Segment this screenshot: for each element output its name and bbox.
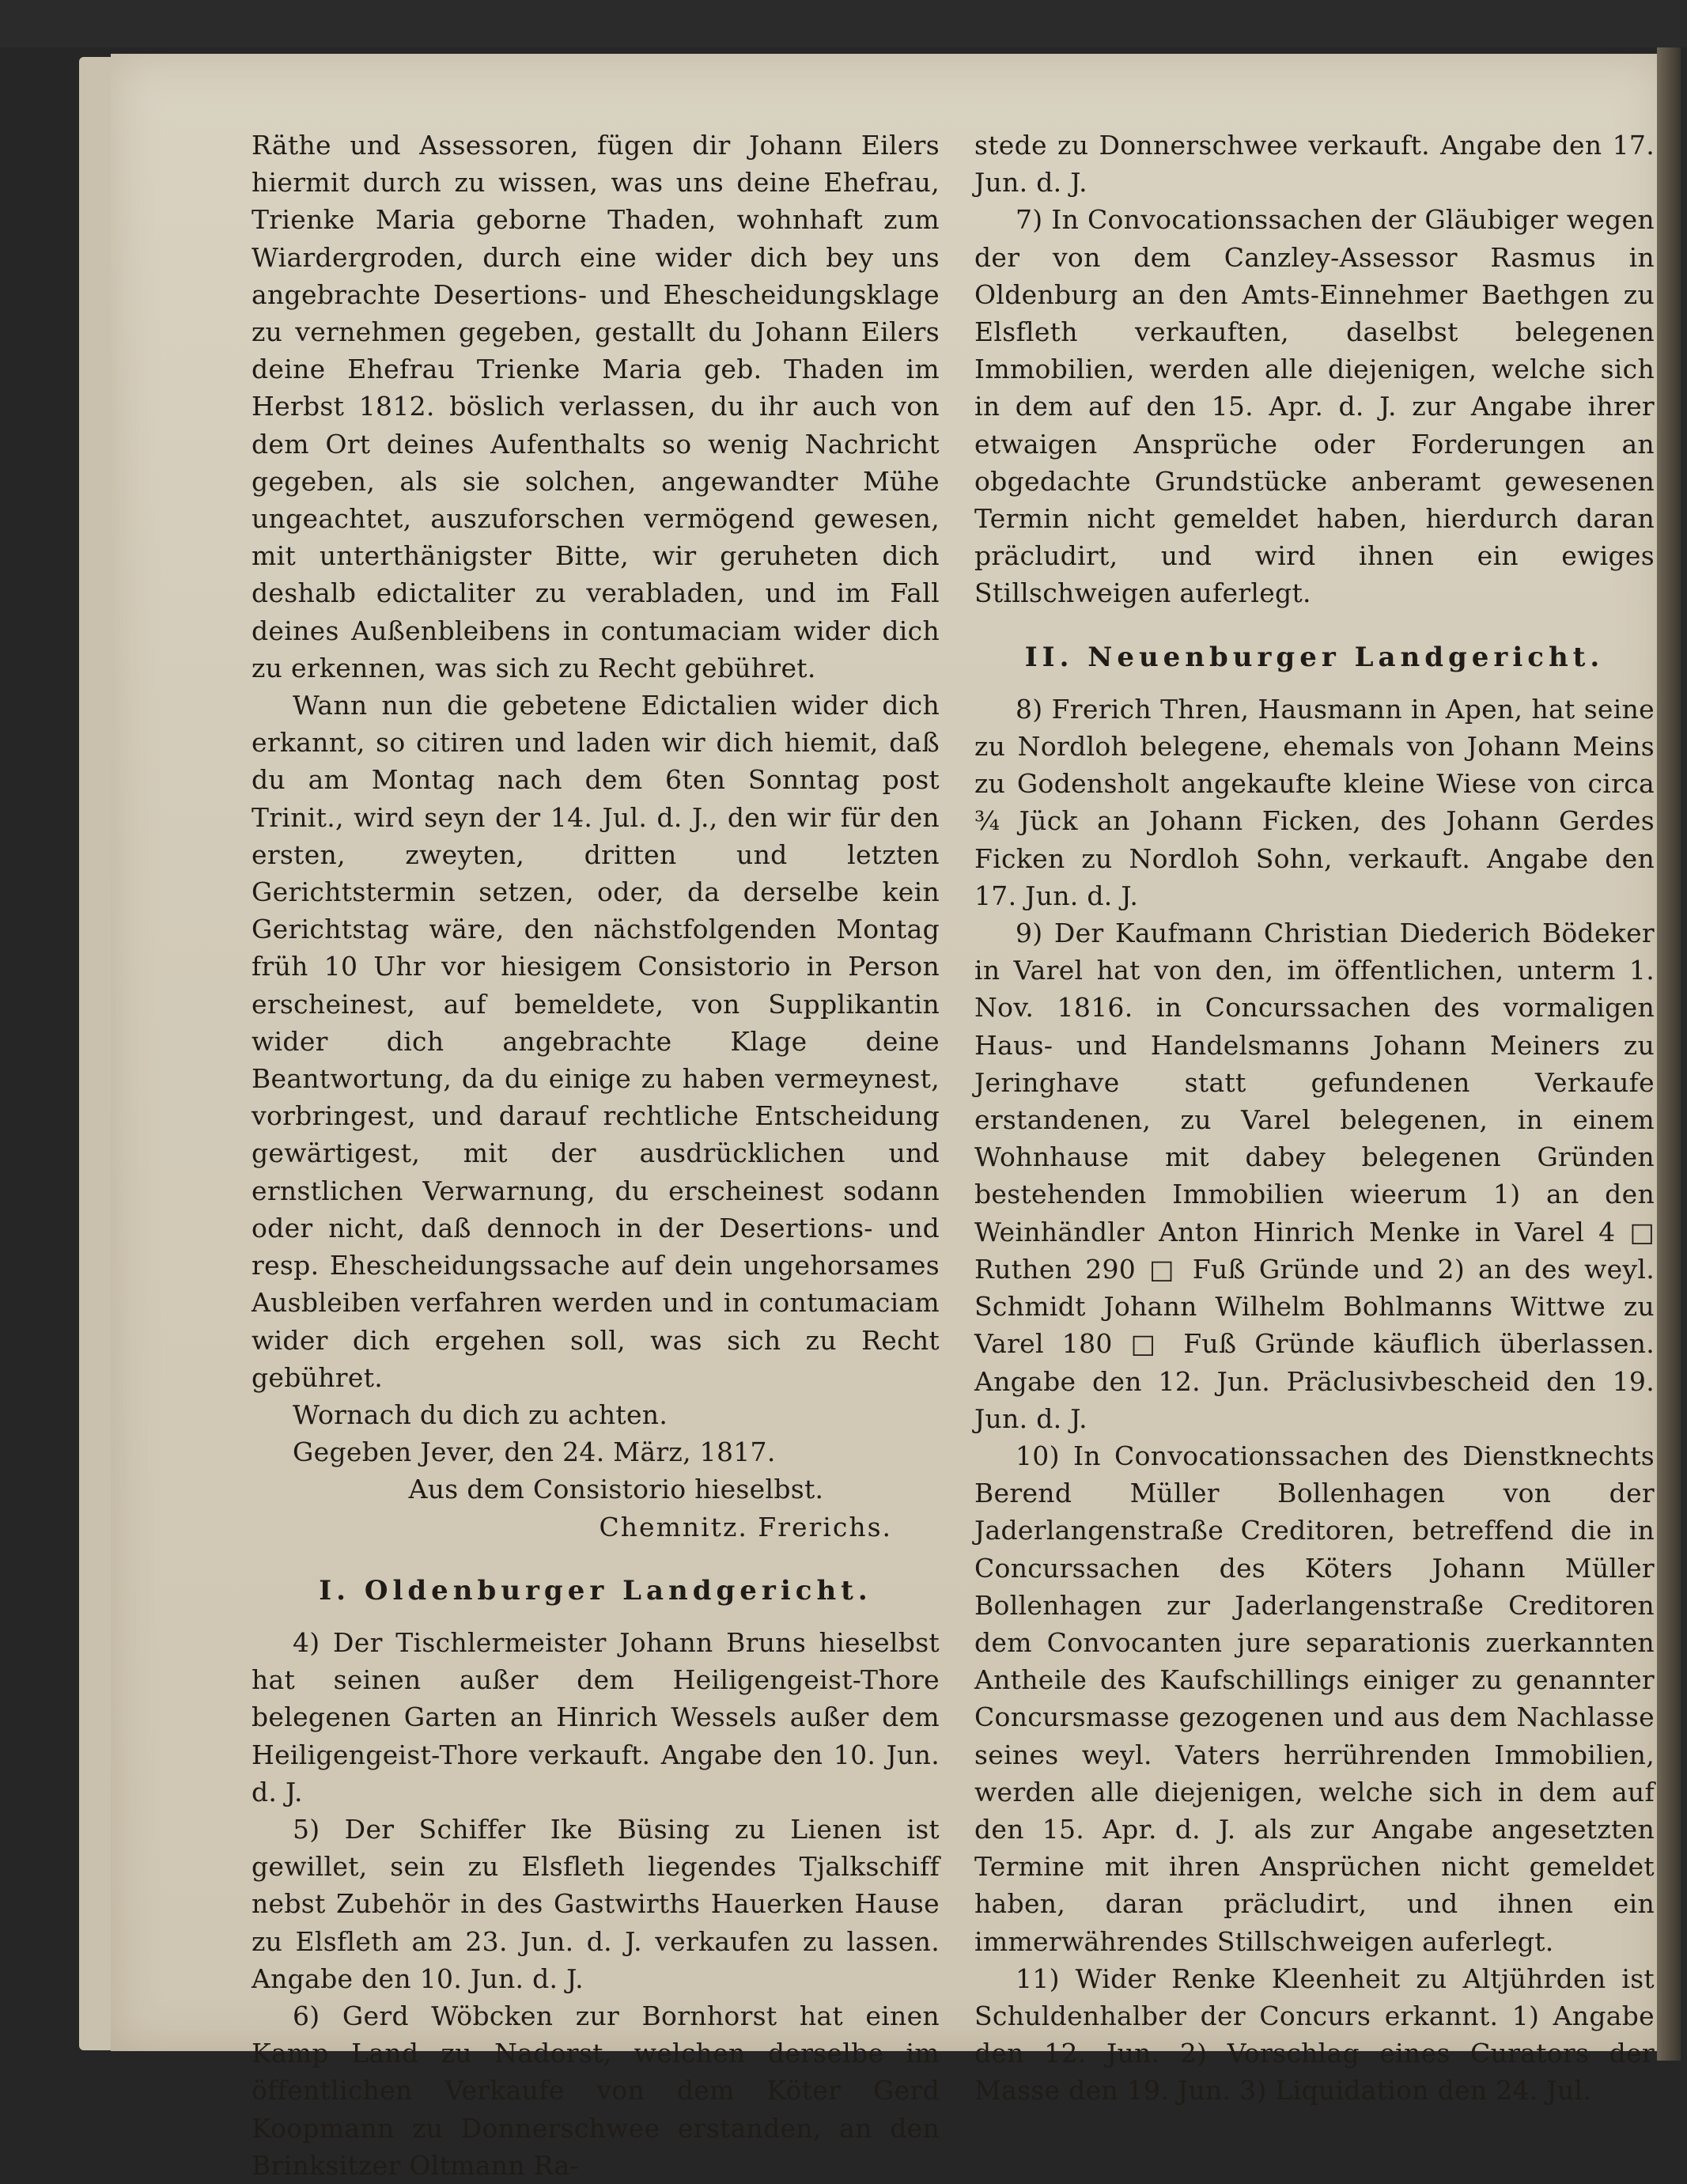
section-heading-oldenburg: I. Oldenburger Landgericht.: [319, 1574, 872, 1607]
notice-10: 10) In Convocationssachen des Dienstknechts Berend Müller Bollenhagen von der Jaderlangenstraße Creditoren, betreffend die in Concurssachen des Köters Johann Müller Bollenhagen zur Jaderlangenstraße Creditoren dem Convocanten jure separationis zuerkannten Antheile des Kaufschillings einiger zu genannter Concursmasse gezogenen und aus dem Nachlasse seines weyl. Vaters herrührenden Immobilien, werden alle diejenigen, welche sich in dem auf den 15. Apr. d. J. als zur Angabe angesetzten Termine mit ihren Ansprüchen nicht gemeldet haben, daran präcludirt, und ihnen ein immerwährendes Stillschweigen auferlegt.: [974, 1440, 1655, 1957]
notice-11: 11) Wider Renke Kleenheit zu Altjührden ist Schuldenhalber der Concurs erkannt. 1) Angabe den 12. Jun. 2) Vorschlag eines Curators der Masse den 19. Jun. 3) Liquidation den 24. Jul.: [974, 1963, 1655, 2106]
right-column: [974, 127, 1655, 2110]
scan-backdrop: [0, 0, 1687, 47]
left-column: [252, 127, 940, 2184]
notice-4: 4) Der Tischlermeister Johann Bruns hieselbst hat seinen außer dem Heiligengeist-Thore belegenen Garten an Hinrich Wessels außer dem Heiligengeist-Thore verkauft. Angabe den 10. Jun. d. J.: [252, 1626, 940, 1807]
notice-6: 6) Gerd Wöbcken zur Bornhorst hat einen Kamp Land zu Nadorst, welchen derselbe im öffentlichen Verkaufe von dem Köter Gerd Koopmann zu Donnerschwee erstanden, an den Brinksitzer Oltmann Ra-: [252, 2000, 940, 2181]
notice-9: 9) Der Kaufmann Christian Diederich Bödeker in Varel hat von den, im öffentlichen, unterm 1. Nov. 1816. in Concurssachen des vormaligen Haus- und Handelsmanns Johann Meiners zu Jeringhave statt gefundenen Verkaufe erstandenen, zu Varel belegenen, in einem Wohnhause mit dabey belegenen Gründen bestehenden Immobilien wieerum 1) an den Weinhändler Anton Hinrich Menke in Varel 4 □ Ruthen 290 □ Fuß Gründe und 2) an des weyl. Schmidt Johann Wilhelm Bohlmanns Wittwe zu Varel 180 □ Fuß Gründe käuflich überlassen. Angabe den 12. Jun. Präclusivbescheid den 19. Jun. d. J.: [974, 918, 1655, 1434]
notice-8: 8) Frerich Thren, Hausmann in Apen, hat seine zu Nordloh belegene, ehemals von Johann Meins zu Godensholt angekaufte kleine Wiese von circa ¾ Jück an Johann Ficken, des Johann Gerdes Ficken zu Nordloh Sohn, verkauft. Angabe den 17. Jun. d. J.: [974, 693, 1655, 911]
notice-6-continued: stede zu Donnerschwee verkauft. Angabe den 17. Jun. d. J.: [974, 130, 1655, 199]
citation-paragraph-2: Wann nun die gebetene Edictalien wider dich erkannt, so citiren und laden wir dich hiemit, daß du am Montag nach dem 6ten Sonntag post Trinit., wird seyn der 14. Jul. d. J., den wir für den ersten, zweyten, dritten und letzten Gerichtstermin setzen, oder, da derselbe kein Gerichtstag wäre, den nächstfolgenden Montag früh 10 Uhr vor hiesigem Consistorio in Person erscheinest, auf bemeldete, von Supplikantin wider dich angebrachte Klage deine Beantwortung, da du einige zu haben vermeynest, vorbringest, und darauf rechtliche Entscheidung gewärtigest, mit der ausdrücklichen und ernstlichen Verwarnung, du erscheinest sodann oder nicht, daß dennoch in der Desertions- und resp. Ehescheidungssache auf dein ungehorsames Ausbleiben verfahren werden und in contumaciam wider dich ergehen soll, was sich zu Recht gebühret.: [252, 690, 940, 1393]
issue-date-line: Gegeben Jever, den 24. März, 1817.: [293, 1436, 776, 1468]
consistory-line: Aus dem Consistorio hieselbst.: [408, 1474, 824, 1505]
citation-paragraph-1: Räthe und Assessoren, fügen dir Johann Eilers hiermit durch zu wissen, was uns deine Ehefrau, Trienke Maria geborne Thaden, wohnhaft zum Wiardergroden, durch eine wider dich bey uns angebrachte Desertions- und Ehescheidungsklage zu vernehmen gegeben, gestallt du Johann Eilers deine Ehefrau Trienke Maria geb. Thaden im Herbst 1812. böslich verlassen, du ihr auch von dem Ort deines Aufenthalts so wenig Nachricht gegeben, als sie solchen, angewandter Mühe ungeachtet, auszuforschen vermögend gewesen, mit unterthänigster Bitte, wir geruheten dich deshalb edictaliter zu verabladen, und im Fall deines Außenbleibens in contumaciam wider dich zu erkennen, was sich zu Recht gebühret.: [252, 130, 940, 683]
section-heading-neuenburg: II. Neuenburger Landgericht.: [1024, 641, 1605, 673]
citation-paragraph-3: Wornach du dich zu achten.: [293, 1399, 668, 1430]
signatures: Chemnitz. Frerichs.: [599, 1511, 892, 1542]
notice-5: 5) Der Schiffer Ike Büsing zu Lienen ist gewillet, sein zu Elsfleth liegendes Tjalkschiff nebst Zubehör in des Gastwirths Hauerken Hause zu Elsfleth am 23. Jun. d. J. verkaufen zu lassen. Angabe den 10. Jun. d. J.: [252, 1813, 940, 1994]
notice-7: 7) In Convocationssachen der Gläubiger wegen der von dem Canzley-Assessor Rasmus in Oldenburg an den Amts-Einnehmer Baethgen zu Elsfleth verkauften, daselbst belegenen Immobilien, werden alle diejenigen, welche sich in dem auf den 15. Apr. d. J. zur Angabe ihrer etwaigen Ansprüche oder Forderungen an obgedachte Grundstücke anberamt gewesenen Termin nicht gemeldet haben, hierdurch daran präcludirt, und wird ihnen ein ewiges Stillschweigen auferlegt.: [974, 204, 1655, 609]
book-spine: [1657, 47, 1681, 2061]
